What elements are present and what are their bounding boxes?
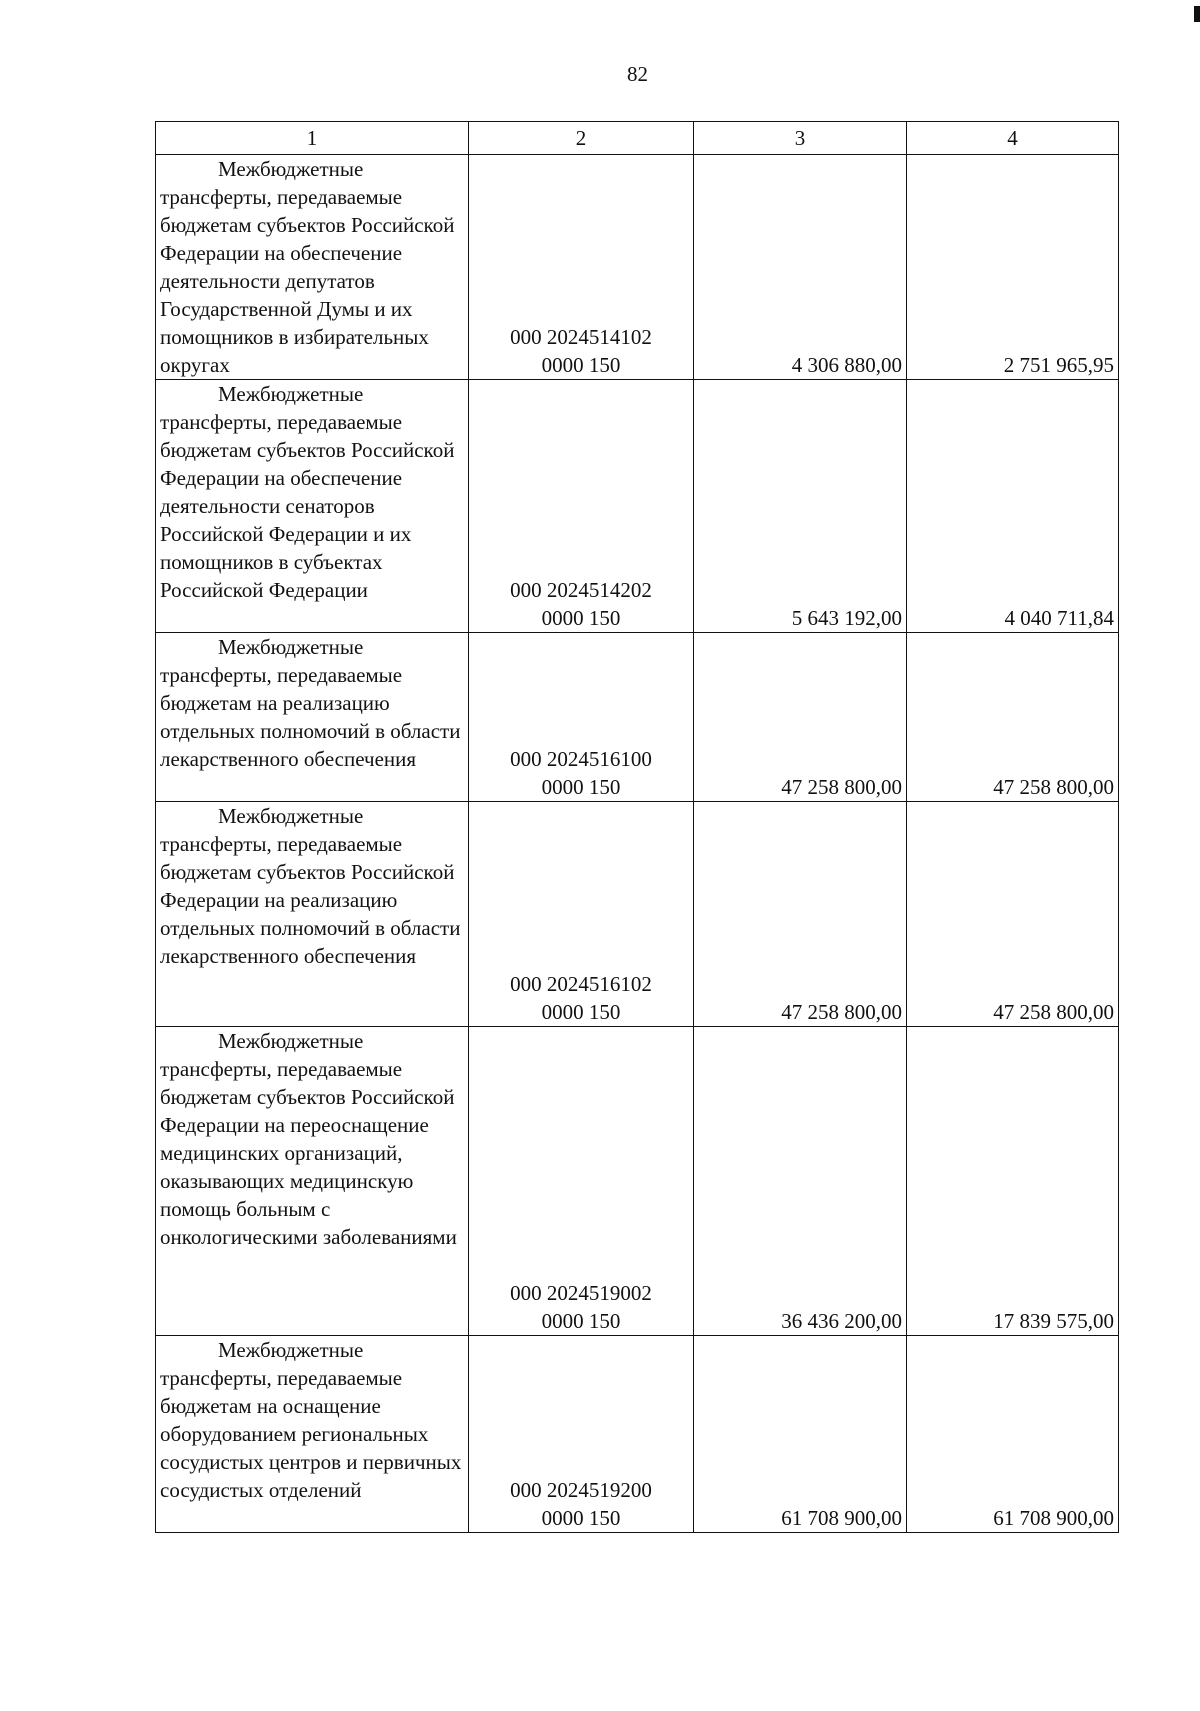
budget-transfers-table <box>155 121 1119 1533</box>
code-line: 0000 150 <box>541 1309 621 1333</box>
row-description: Межбюджетные трансферты, передаваемые бюджетам субъектов Российской Федерации на обеспечение деятельности депутатов Государственной Думы и их помощников в избирательных округах <box>156 155 469 380</box>
column-header: 1 <box>156 122 469 155</box>
row-code <box>469 155 694 380</box>
row-amount-col4: 47 258 800,00 <box>907 802 1119 1027</box>
row-description: Межбюджетные трансферты, передаваемые бюджетам на оснащение оборудованием региональных сосудистых центров и первичных сосудистых отделений <box>156 1336 469 1533</box>
code-line: 0000 150 <box>541 606 621 630</box>
row-code <box>469 1027 694 1336</box>
row-amount-col3: 47 258 800,00 <box>694 802 907 1027</box>
table-row <box>156 380 1119 633</box>
row-amount-col4: 61 708 900,00 <box>907 1336 1119 1533</box>
scan-edge-mark <box>1194 6 1200 22</box>
row-amount-col3: 5 643 192,00 <box>694 380 907 633</box>
row-code <box>469 802 694 1027</box>
code-line: 000 2024516100 <box>510 747 652 771</box>
row-description: Межбюджетные трансферты, передаваемые бюджетам субъектов Российской Федерации на реализацию отдельных полномочий в области лекарственного обеспечения <box>156 802 469 1027</box>
row-code <box>469 380 694 633</box>
column-header: 2 <box>469 122 694 155</box>
code-line: 0000 150 <box>541 775 621 799</box>
table-row <box>156 1027 1119 1336</box>
row-amount-col3: 61 708 900,00 <box>694 1336 907 1533</box>
code-line: 000 2024514202 <box>510 578 652 602</box>
table-row <box>156 155 1119 380</box>
row-description: Межбюджетные трансферты, передаваемые бюджетам на реализацию отдельных полномочий в области лекарственного обеспечения <box>156 633 469 802</box>
column-header: 3 <box>694 122 907 155</box>
row-description: Межбюджетные трансферты, передаваемые бюджетам субъектов Российской Федерации на переоснащение медицинских организаций, оказывающих медицинскую помощь больным с онкологическими заболеваниями <box>156 1027 469 1336</box>
code-line: 000 2024519200 <box>510 1478 652 1502</box>
row-code <box>469 1336 694 1533</box>
code-line: 000 2024516102 <box>510 972 652 996</box>
page-number: 82 <box>627 62 648 86</box>
row-amount-col4: 47 258 800,00 <box>907 633 1119 802</box>
row-amount-col3: 4 306 880,00 <box>694 155 907 380</box>
row-amount-col3: 36 436 200,00 <box>694 1027 907 1336</box>
row-amount-col4: 2 751 965,95 <box>907 155 1119 380</box>
table-header-row <box>156 122 1119 155</box>
code-line: 0000 150 <box>541 1000 621 1024</box>
row-amount-col3: 47 258 800,00 <box>694 633 907 802</box>
table-row <box>156 1336 1119 1533</box>
row-code <box>469 633 694 802</box>
code-line: 000 2024519002 <box>510 1281 652 1305</box>
table-row <box>156 802 1119 1027</box>
code-line: 000 2024514102 <box>510 325 652 349</box>
code-line: 0000 150 <box>541 1506 621 1530</box>
row-description: Межбюджетные трансферты, передаваемые бюджетам субъектов Российской Федерации на обеспечение деятельности сенаторов Российской Федерации и их помощников в субъектах Российской Федерации <box>156 380 469 633</box>
row-amount-col4: 17 839 575,00 <box>907 1027 1119 1336</box>
row-amount-col4: 4 040 711,84 <box>907 380 1119 633</box>
table-row <box>156 633 1119 802</box>
code-line: 0000 150 <box>541 353 621 377</box>
column-header: 4 <box>907 122 1119 155</box>
